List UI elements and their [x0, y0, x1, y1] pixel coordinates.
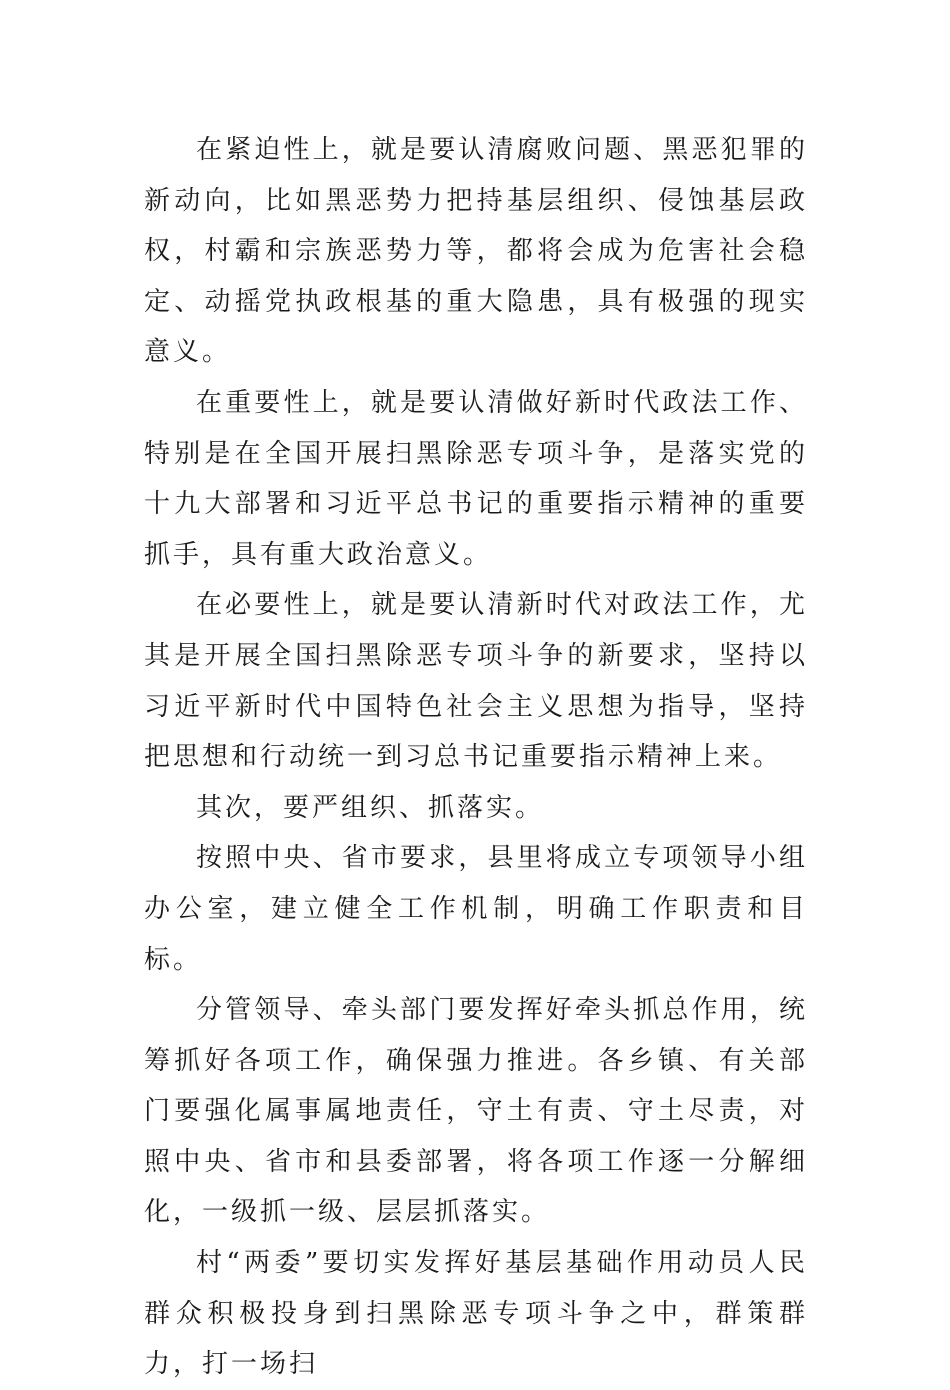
- paragraph-leading-group: 按照中央、省市要求，县里将成立专项领导小组办公室，建立健全工作机制，明确工作职责和目标。: [144, 843, 808, 975]
- paragraph-necessity: 在必要性上，就是要认清新时代对政法工作，尤其是开展全国扫黑除恶专项斗争的新要求，坚持以习近平新时代中国特色社会主义思想为指导，坚持把思想和行动统一到习总书记重要指示精神上来。: [144, 590, 808, 773]
- document-body: [144, 125, 808, 1390]
- paragraph-village-committees: 村“两委”要切实发挥好基层基础作用动员人民群众积极投身到扫黑除恶专项斗争之中，群策群力，打一场扫: [144, 1248, 808, 1380]
- paragraph-responsibility: 分管领导、牵头部门要发挥好牵头抓总作用，统筹抓好各项工作，确保强力推进。各乡镇、有关部门要强化属事属地责任，守土有责、守土尽责，对照中央、省市和县委部署，将各项工作逐一分解细化，一级抓一级、层层抓落实。: [144, 995, 808, 1228]
- paragraph-importance: 在重要性上，就是要认清做好新时代政法工作、特别是在全国开展扫黑除恶专项斗争，是落实党的十九大部署和习近平总书记的重要指示精神的重要抓手，具有重大政治意义。: [144, 387, 808, 570]
- paragraph-second-point: 其次，要严组织、抓落实。: [196, 792, 545, 823]
- paragraph-urgency: 在紧迫性上，就是要认清腐败问题、黑恶犯罪的新动向，比如黑恶势力把持基层组织、侵蚀基层政权，村霸和宗族恶势力等，都将会成为危害社会稳定、动摇党执政根基的重大隐患，具有极强的现实意义。: [144, 135, 808, 368]
